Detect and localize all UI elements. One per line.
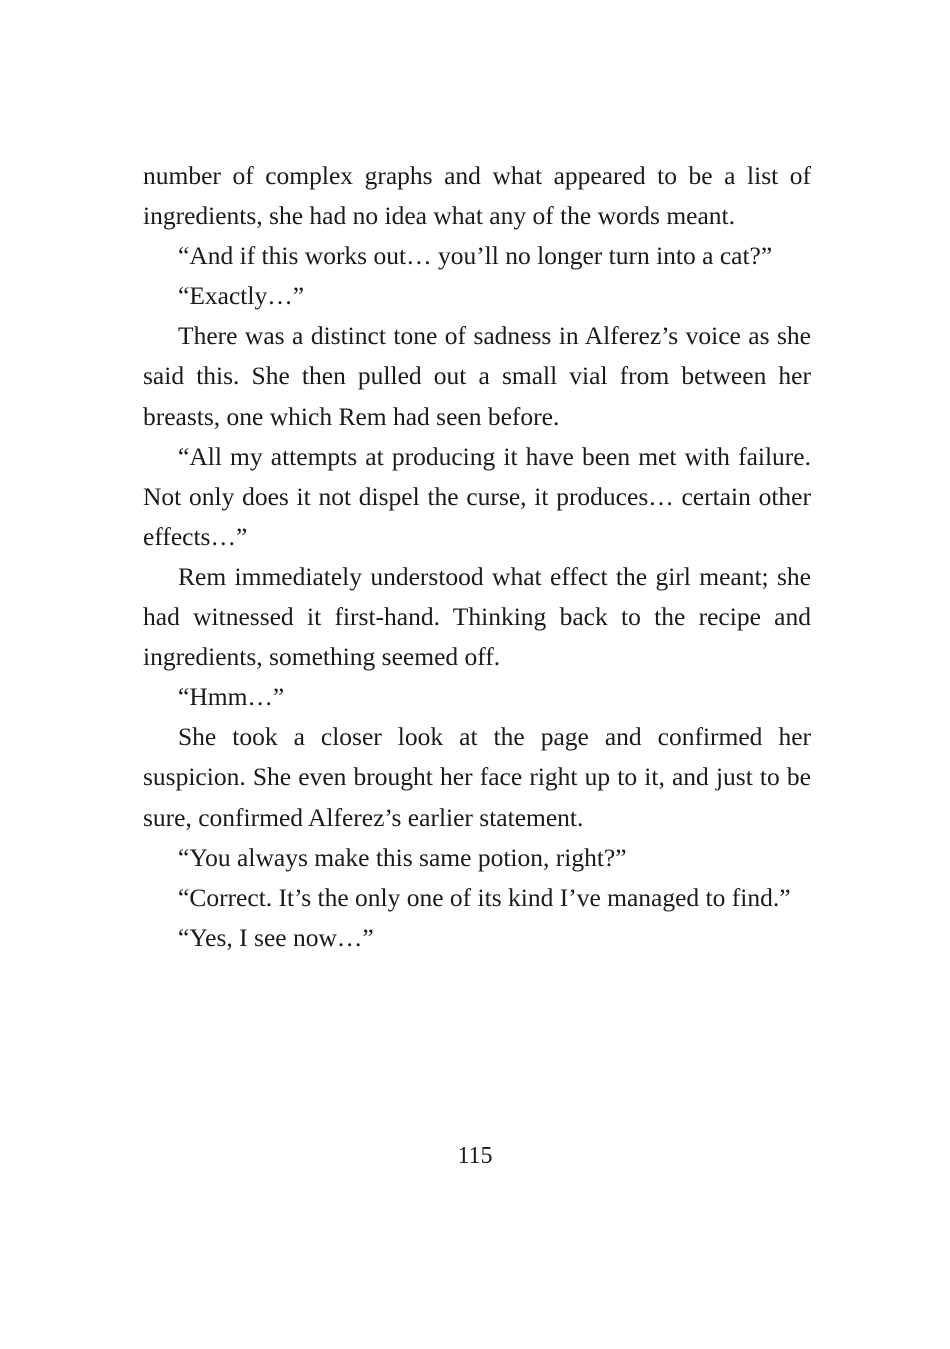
paragraph-dialogue: “All my attempts at producing it have been met with failure. Not only does it not dispel the curse, it produces… certain other effects…” (143, 441, 811, 551)
page-number: 115 (457, 1143, 493, 1169)
paragraph-dialogue: “Exactly…” (178, 281, 305, 311)
paragraph-narration: Rem immediately understood what effect the girl meant; she had witnessed it first-hand. Thinking back to the recipe and ingredients, something seemed off. (143, 561, 811, 672)
body-text (143, 156, 811, 958)
paragraph-dialogue: “Hmm…” (178, 682, 285, 712)
paragraph-continuation: number of complex graphs and what appeared to be a list of ingredients, she had no idea what any of the words meant. (143, 161, 811, 231)
paragraph-dialogue: “Yes, I see now…” (178, 922, 374, 952)
paragraph-narration: There was a distinct tone of sadness in Alferez’s voice as she said this. She then pulled out a small vial from between her breasts, one which Rem had seen before. (143, 321, 811, 431)
paragraph-dialogue: “And if this works out… you’ll no longer turn into a cat?” (178, 241, 773, 271)
paragraph-dialogue: “You always make this same potion, right?” (178, 842, 627, 872)
paragraph-dialogue: “Correct. It’s the only one of its kind I’ve managed to find.” (178, 882, 791, 912)
paragraph-narration: She took a closer look at the page and confirmed her suspicion. She even brought her face right up to it, and just to be sure, confirmed Alferez’s earlier statement. (143, 722, 811, 832)
